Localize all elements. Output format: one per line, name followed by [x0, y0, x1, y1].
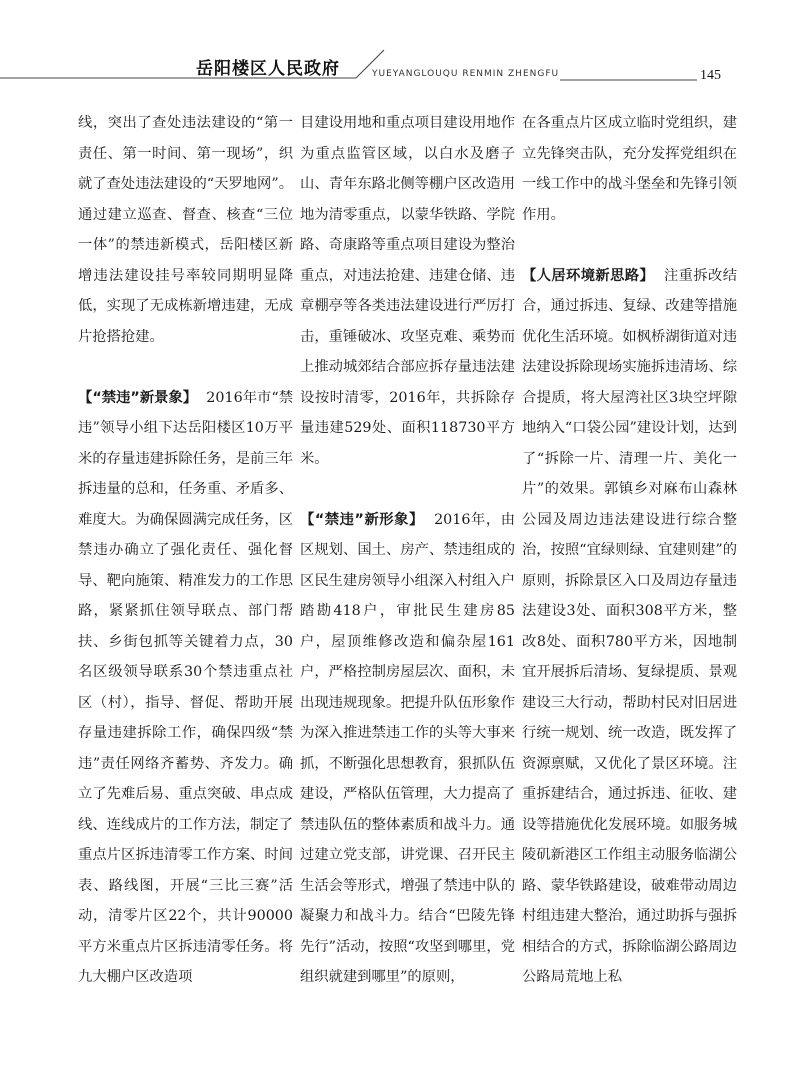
paragraph: 目建设用地和重点项目建设用地作为重点监管区域，以白水及磨子山、青年东路北侧等棚户区改造用地为清零重点，以蒙华铁路、学院路、奇康路等重点项目建设为整治重点，对违法抢建、违建仓储、违章棚亭等各类违法建设进行严厉打击，重锤破冰、攻坚克难、乘势而上推动城郊结合部应拆存量违法建设按时清零，2016年，共拆除存量违建529处、面积118730平方米。	[300, 115, 515, 467]
section-body: 注重拆改结合，通过拆违、复绿、改建等措施优化生活环境。如枫桥湖街道对违法建设拆除现场实施拆违清场、综合提质，将大屋湾社区3块空坪隙地纳入“口袋公园”建设计划，达到了“拆除一片、清理一片、美化一片”的效果。郭镇乡对麻布山森林公园及周边违法建设进行综合整治，按照“宜绿则绿、宜建则建”的原则，拆除景区入口及周边存量违法建设3处、面积308平方米，整改8处、面积780平方米，因地制宜开展拆后清场、复绿提质、景观建设三大行动，帮助村民对旧居进行统一规划、统一改造，既发挥了资源禀赋，又优化了景区环境。注重拆建结合，通过拆违、征收、建设等措施优化发展环境。如服务城陵矶新港区工作组主动服务临湖公路、蒙华铁路建设，破难带动周边村组违建大整治，通过助拆与强拆相结合的方式，拆除临湖公路周边公路局荒地上私	[522, 267, 738, 985]
section-body: 2016年，由区规划、国土、房产、禁违组成的区民生建房领导小组深入村组入户踏勘418户，审批民生建房85户，屋顶维修改造和偏杂屋161户，严格控制房屋层次、面积，未出现违规现象。把提升队伍形象作为深入推进禁违工作的头等大事来抓，不断强化思想教育，狠抓队伍建设，严格队伍管理，大力提高了禁违队伍的整体素质和战斗力。通过建立党支部，讲党课、召开民主生活会等形式，增强了禁违中队的凝聚力和战斗力。结合“巴陵先锋先行”活动，按照“攻坚到哪里，党组织就建到哪里”的原则，	[300, 511, 515, 985]
text-column-3	[522, 108, 737, 993]
paragraph	[300, 505, 515, 993]
section-heading: 【人居环境新思路】	[522, 267, 655, 284]
paragraph	[522, 261, 737, 993]
page-number: 145	[700, 68, 721, 83]
paragraph: 在各重点片区成立临时党组织，建立先锋突击队，充分发挥党组织在一线工作中的战斗堡垒和先锋引领作用。	[522, 115, 737, 223]
header-rule-lines	[0, 0, 793, 100]
header-subtitle: YUEYANGLOUQU RENMIN ZHENGFU	[372, 69, 560, 79]
paragraph: 线，突出了查处违法建设的“第一责任、第一时间、第一现场”，织就了查处违法建设的“天罗地网”。通过建立巡查、督查、核查“三位一体”的禁违新模式，岳阳楼区新增违法建设挂号率较同期明显降低，实现了无成栋新增违建，无成片抢搭抢建。	[78, 115, 293, 345]
page-header	[0, 0, 793, 100]
section-body: 2016年市“禁违”领导小组下达岳阳楼区10万平米的存量违建拆除任务，是前三年拆违量的总和，任务重、矛盾多、难度大。为确保圆满完成任务，区禁违办确立了强化责任、强化督导、靶向施策、精准发力的工作思路，紧紧抓住领导联点、部门帮扶、乡街包抓等关键着力点，30名区级领导联系30个禁违重点社区（村），指导、督促、帮助开展存量违建拆除工作，确保四级“禁违”责任网络齐蓄势、齐发力。确立了先难后易、重点突破、串点成线、连线成片的工作方法，制定了重点片区拆违清零工作方案、时间表、路线图，开展“三比三赛”活动，清零片区22个，共计90000平方米重点片区拆违清零任务。将九大棚户区改造项	[78, 389, 293, 985]
paragraph	[78, 383, 293, 993]
text-column-2	[300, 108, 515, 993]
text-column-1	[78, 108, 293, 993]
header-title: 岳阳楼区人民政府	[196, 59, 340, 79]
section-heading: 【“禁违”新形象】	[300, 511, 424, 528]
section-heading: 【“禁违”新景象】	[78, 389, 198, 406]
